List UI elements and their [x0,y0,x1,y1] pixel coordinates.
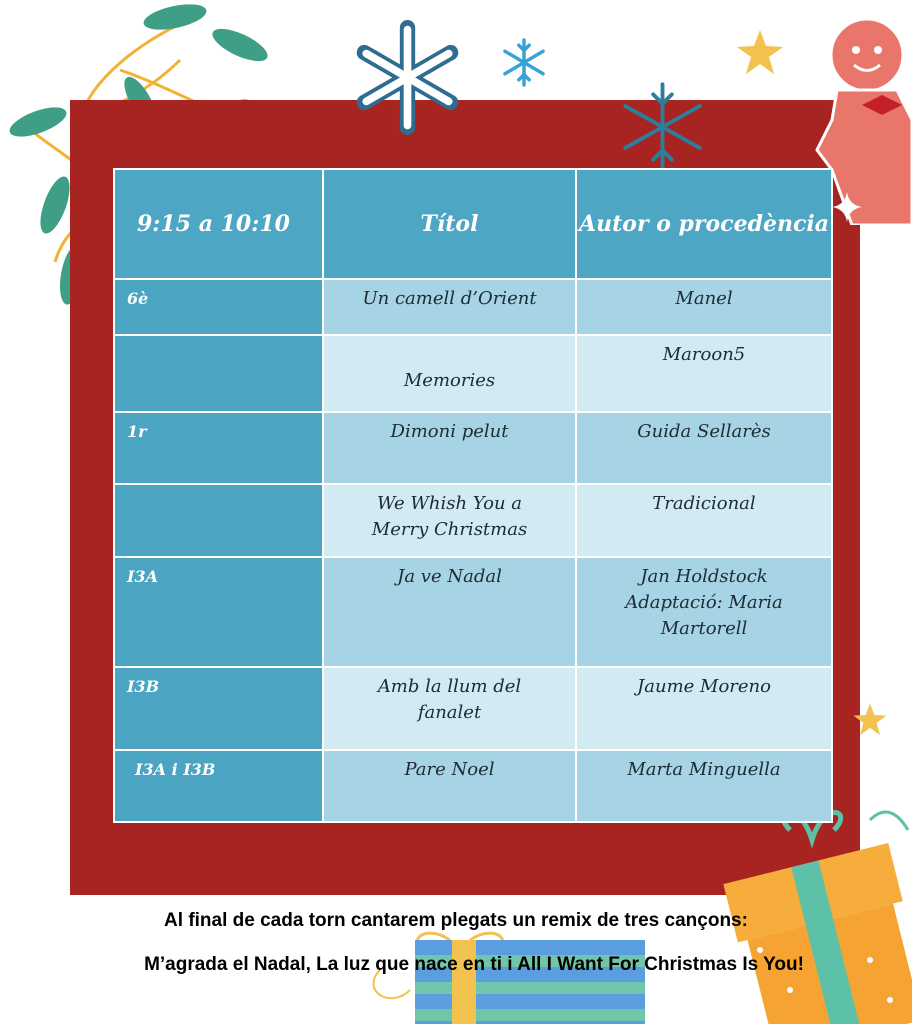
title-cell: Amb la llum del fanalet [323,667,576,750]
author-cell: Maroon5 [576,335,832,412]
group-cell: I3A [114,557,323,667]
title-cell: Dimoni pelut [323,412,576,484]
author-cell: Jaume Moreno [576,667,832,750]
table-row [114,557,832,667]
snowflake-icon [350,15,465,140]
author-cell: Jan Holdstock Adaptació: Maria Martorell [576,557,832,667]
table-row [114,335,832,412]
header-time: 9:15 a 10:10 [114,169,323,279]
header-author: Autor o procedència [576,169,832,279]
table-row [114,484,832,557]
snowflake-icon [605,82,720,172]
header-row [114,169,832,279]
footer-line-1: Al final de cada torn cantarem plegats un remix de tres cançons: [164,910,748,931]
group-cell: I3B [114,667,323,750]
header-title: Títol [323,169,576,279]
group-cell: 6è [114,279,323,335]
title-cell: Un camell d’Orient [323,279,576,335]
author-cell: Manel [576,279,832,335]
table-row [114,279,832,335]
group-cell [114,484,323,557]
title-cell: We Whish You a Merry Christmas [323,484,576,557]
group-cell: I3A i I3B [114,750,323,822]
star-icon [735,28,785,78]
title-cell: Ja ve Nadal [323,557,576,667]
snowflake-icon [498,35,550,90]
title-cell: Pare Noel [323,750,576,822]
author-cell: Marta Minguella [576,750,832,822]
author-cell: Guida Sellarès [576,412,832,484]
author-cell: Tradicional [576,484,832,557]
group-cell: 1r [114,412,323,484]
table-row [114,667,832,750]
footer-line-2: M’agrada el Nadal, La luz que nace en ti i All I Want For Christmas Is You! [144,954,804,975]
table-row [114,412,832,484]
group-cell [114,335,323,412]
star-icon [832,192,862,222]
schedule-table [113,168,833,823]
star-icon [852,702,888,738]
table-row [114,750,832,822]
title-cell: Memories [323,335,576,412]
